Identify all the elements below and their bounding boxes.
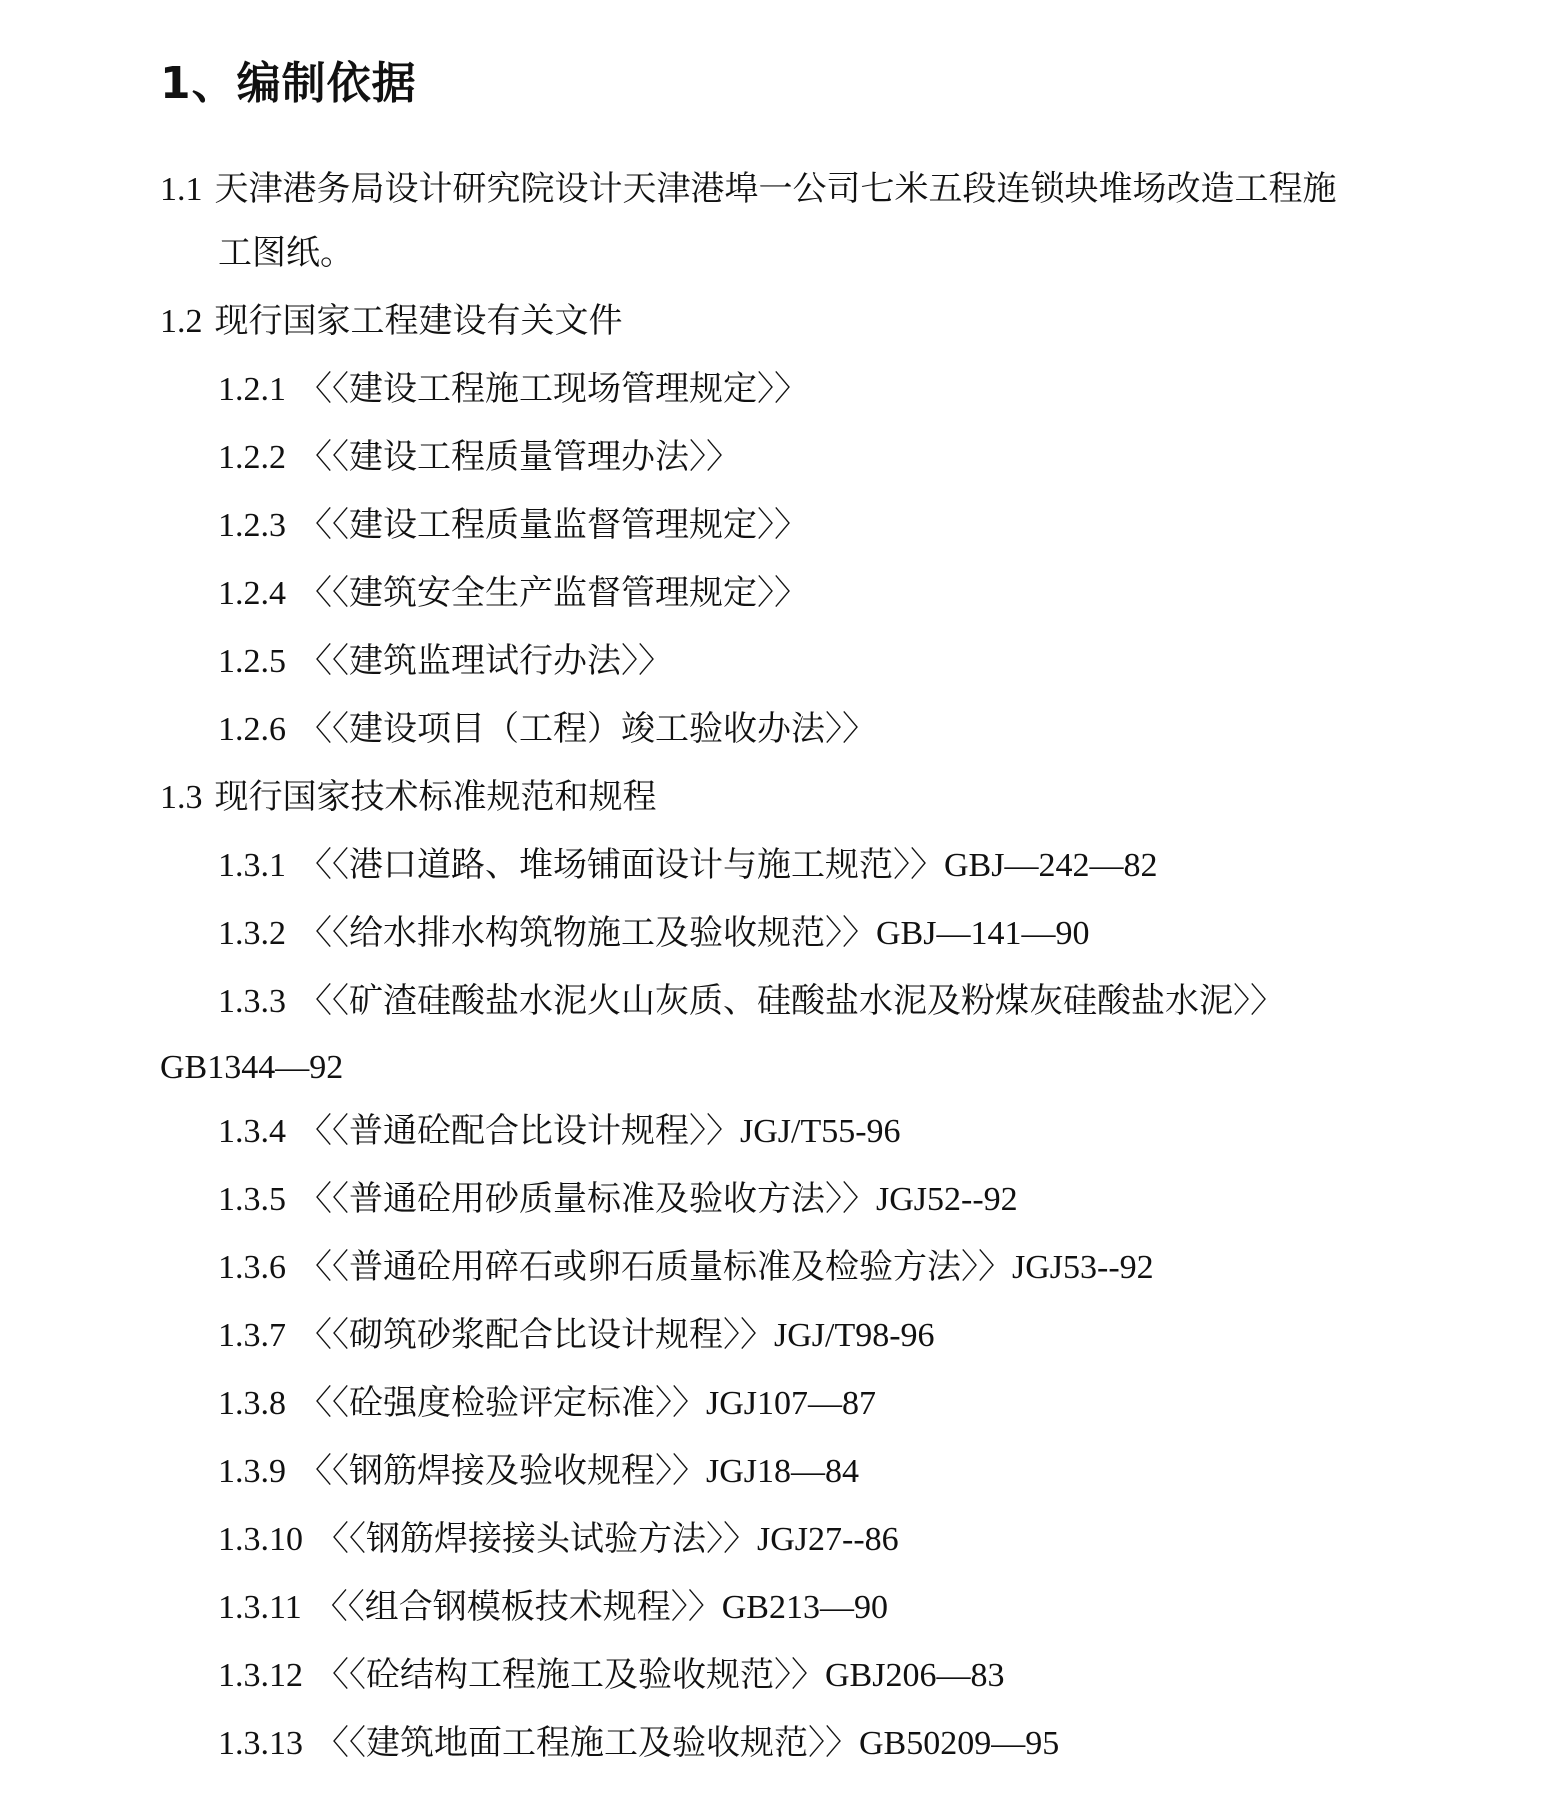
item-text: 〈〈建设工程施工现场管理规定〉〉 bbox=[298, 371, 808, 408]
item-text: 〈〈建筑安全生产监督管理规定〉〉 bbox=[298, 575, 808, 612]
item-text: 〈〈钢筋焊接接头试验方法〉〉JGJ27--86 bbox=[315, 1521, 899, 1558]
item-text: 〈〈普通砼用碎石或卵石质量标准及检验方法〉〉JGJ53--92 bbox=[298, 1249, 1154, 1286]
item-number: 1.3.2 bbox=[218, 915, 286, 952]
item-number: 1.3.7 bbox=[218, 1317, 286, 1354]
item-text: 〈〈建设项目（工程）竣工验收办法〉〉 bbox=[298, 711, 876, 748]
list-item-1-3-13 bbox=[218, 1720, 1059, 1768]
item-number: 1.3.5 bbox=[218, 1181, 286, 1218]
list-item-1-3-3-continuation bbox=[160, 1044, 343, 1092]
list-item-1-3-10 bbox=[218, 1516, 899, 1564]
section-heading: 1、编制依据 bbox=[160, 58, 417, 109]
item-text: 〈〈砌筑砂浆配合比设计规程〉〉JGJ/T98-96 bbox=[298, 1317, 935, 1354]
item-number: 1.2.2 bbox=[218, 439, 286, 476]
section-text: 天津港务局设计研究院设计天津港埠一公司七米五段连锁块堆场改造工程施 bbox=[214, 171, 1337, 208]
section-text-continuation: 工图纸。 bbox=[218, 235, 354, 272]
item-text: 〈〈组合钢模板技术规程〉〉GB213—90 bbox=[313, 1589, 888, 1626]
item-text: 〈〈建设工程质量监督管理规定〉〉 bbox=[298, 507, 808, 544]
list-item-1-3-12 bbox=[218, 1652, 1004, 1700]
item-number: 1.3.6 bbox=[218, 1249, 286, 1286]
item-number: 1.2.5 bbox=[218, 643, 286, 680]
section-number: 1.1 bbox=[160, 171, 203, 208]
item-text: 〈〈砼强度检验评定标准〉〉JGJ107—87 bbox=[298, 1385, 877, 1422]
section-number: 1.3 bbox=[160, 779, 203, 816]
item-number: 1.3.8 bbox=[218, 1385, 286, 1422]
item-number: 1.3.3 bbox=[218, 983, 286, 1020]
list-item-1-2-1 bbox=[218, 366, 808, 414]
item-number: 1.3.13 bbox=[218, 1725, 303, 1762]
section-text: 现行国家工程建设有关文件 bbox=[214, 303, 623, 340]
list-item-1-3-2 bbox=[218, 910, 1089, 958]
list-item-1-2-3 bbox=[218, 502, 808, 550]
list-item-1-3-3 bbox=[218, 978, 1284, 1026]
list-item-1-3-9 bbox=[218, 1448, 859, 1496]
list-item-1-3-4 bbox=[218, 1108, 901, 1156]
item-text: 〈〈钢筋焊接及验收规程〉〉JGJ18—84 bbox=[298, 1453, 860, 1490]
item-text-continuation: GB1344—92 bbox=[160, 1049, 344, 1086]
item-text: 〈〈港口道路、堆场铺面设计与施工规范〉〉GBJ—242—82 bbox=[298, 847, 1158, 884]
item-number: 1.2.1 bbox=[218, 371, 286, 408]
item-number: 1.2.3 bbox=[218, 507, 286, 544]
list-item-1-2-5 bbox=[218, 638, 672, 686]
section-1-1 bbox=[160, 166, 1337, 214]
item-number: 1.2.4 bbox=[218, 575, 286, 612]
section-1-3 bbox=[160, 774, 657, 822]
section-1-2 bbox=[160, 298, 623, 346]
list-item-1-3-6 bbox=[218, 1244, 1154, 1292]
list-item-1-3-8 bbox=[218, 1380, 876, 1428]
section-text: 现行国家技术标准规范和规程 bbox=[214, 779, 657, 816]
item-number: 1.3.10 bbox=[218, 1521, 303, 1558]
item-number: 1.3.9 bbox=[218, 1453, 286, 1490]
list-item-1-2-2 bbox=[218, 434, 740, 482]
item-text: 〈〈矿渣硅酸盐水泥火山灰质、硅酸盐水泥及粉煤灰硅酸盐水泥〉〉 bbox=[298, 983, 1284, 1020]
item-text: 〈〈普通砼配合比设计规程〉〉JGJ/T55-96 bbox=[298, 1113, 901, 1150]
item-text: 〈〈建筑监理试行办法〉〉 bbox=[298, 643, 672, 680]
section-1-1-continuation bbox=[218, 230, 354, 278]
item-text: 〈〈给水排水构筑物施工及验收规范〉〉GBJ—141—90 bbox=[298, 915, 1090, 952]
section-number: 1.2 bbox=[160, 303, 203, 340]
item-text: 〈〈砼结构工程施工及验收规范〉〉GBJ206—83 bbox=[315, 1657, 1005, 1694]
list-item-1-3-11 bbox=[218, 1584, 888, 1632]
item-number: 1.3.11 bbox=[218, 1589, 302, 1626]
list-item-1-2-4 bbox=[218, 570, 808, 618]
item-text: 〈〈建筑地面工程施工及验收规范〉〉GB50209—95 bbox=[315, 1725, 1060, 1762]
list-item-1-3-5 bbox=[218, 1176, 1018, 1224]
item-number: 1.3.12 bbox=[218, 1657, 303, 1694]
item-text: 〈〈普通砼用砂质量标准及验收方法〉〉JGJ52--92 bbox=[298, 1181, 1018, 1218]
item-text: 〈〈建设工程质量管理办法〉〉 bbox=[298, 439, 740, 476]
list-item-1-3-1 bbox=[218, 842, 1157, 890]
item-number: 1.3.1 bbox=[218, 847, 286, 884]
item-number: 1.2.6 bbox=[218, 711, 286, 748]
list-item-1-3-7 bbox=[218, 1312, 935, 1360]
item-number: 1.3.4 bbox=[218, 1113, 286, 1150]
list-item-1-2-6 bbox=[218, 706, 876, 754]
